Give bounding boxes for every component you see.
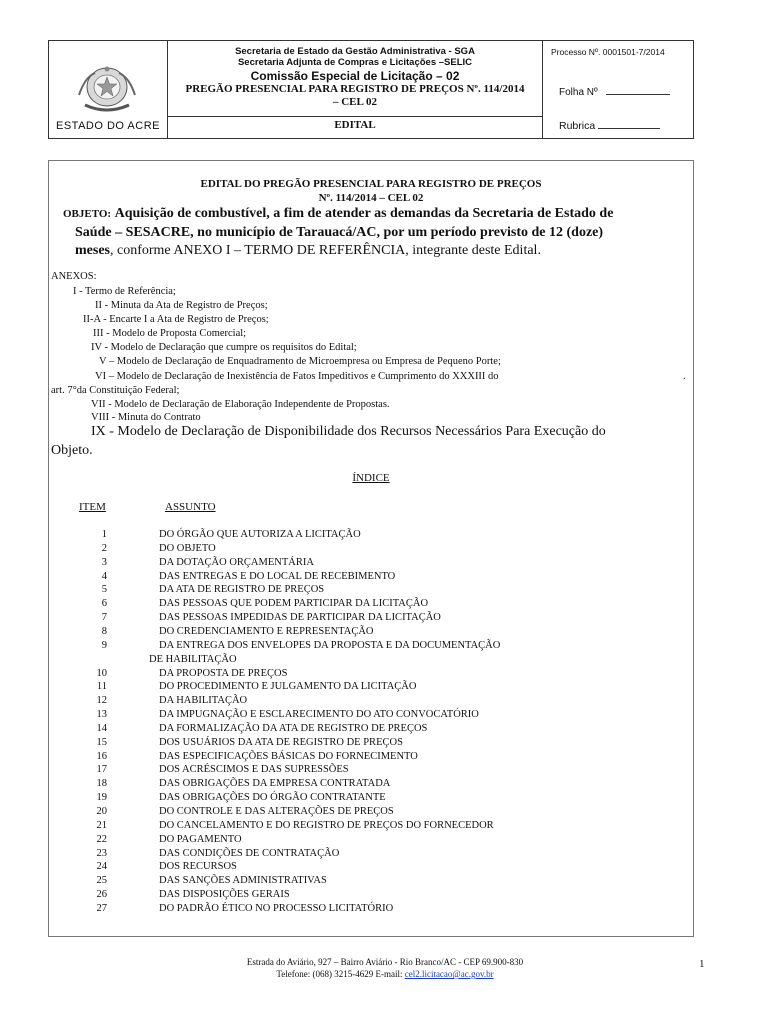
annex-item: VI – Modelo de Declaração de Inexistência de Fatos Impeditivos e Cumprimento do XXXIII do [95, 371, 499, 382]
index-row-number: 7 [101, 612, 107, 624]
index-row-number: 5 [101, 584, 107, 596]
index-row-number: 26 [96, 889, 107, 901]
org-line-2: Secretaria Adjunta de Compras e Licitações –SELIC [237, 57, 473, 68]
org-line-1: Secretaria de Estado da Gestão Administrativa - SGA [235, 46, 475, 57]
index-row-number: 25 [96, 875, 107, 887]
objeto-text-2: Saúde – SESACRE, no município de Tarauacá/AC, por um período previsto de 12 (doze) [75, 225, 604, 240]
index-row-subject: DO CANCELAMENTO E DO REGISTRO DE PREÇOS DO FORNECEDOR [159, 819, 494, 831]
index-row-subject: DAS ESPECIFICAÇÕES BÁSICAS DO FORNECIMENTO [159, 750, 418, 762]
index-row-number: 19 [96, 792, 107, 804]
document-header [48, 40, 694, 139]
pregao-title-line-1: PREGÃO PRESENCIAL PARA REGISTRO DE PREÇOS Nº. 114/2014 [185, 83, 525, 95]
index-row-subject: DAS ENTREGAS E DO LOCAL DE RECEBIMENTO [159, 570, 396, 582]
annex-item: art. 7°da Constituição Federal; [51, 385, 180, 396]
index-row-number: 22 [96, 833, 107, 845]
index-row-subject: DO OBJETO [159, 542, 216, 554]
index-row-subject: DAS SANÇÕES ADMINISTRATIVAS [159, 875, 327, 887]
edital-title: EDITAL DO PREGÃO PRESENCIAL PARA REGISTRO DE PREÇOS [200, 178, 542, 190]
index-row-number: 23 [96, 847, 107, 859]
folha-field [559, 85, 670, 98]
index-row-number: 16 [96, 750, 107, 762]
index-row-subject: DA HABILITAÇÃO [159, 695, 248, 707]
index-row-subject: DA FORMALIZAÇÃO DA ATA DE REGISTRO DE PREÇOS [159, 722, 428, 734]
index-row-number: 10 [96, 667, 107, 679]
index-col-subject: ASSUNTO [165, 501, 216, 513]
folha-label: Folha Nº [559, 87, 598, 98]
index-row-number: 3 [101, 556, 107, 568]
header-logo-cell [49, 41, 168, 138]
annex-ix-line-1: IX - Modelo de Declaração de Disponibilidade dos Recursos Necessários Para Execução do [91, 424, 606, 439]
index-row-subject: DOS RECURSOS [159, 861, 237, 873]
index-row-subject: DA DOTAÇÃO ORÇAMENTÁRIA [159, 556, 314, 568]
objeto-line-1 [63, 206, 613, 222]
index-row-subject: DO PADRÃO ÉTICO NO PROCESSO LICITATÓRIO [159, 902, 394, 914]
edital-number: Nº. 114/2014 – CEL 02 [318, 192, 424, 204]
index-row-subject: DAS OBRIGAÇÕES DA EMPRESA CONTRATADA [159, 778, 391, 790]
objeto-text-1: Aquisição de combustível, a fim de atender as demandas da Secretaria de Estado de [114, 206, 614, 221]
annex-item: II - Minuta da Ata de Registro de Preços; [95, 300, 268, 311]
footer-contact [0, 969, 770, 979]
objeto-label: OBJETO: [63, 208, 112, 220]
index-row-number: 15 [96, 736, 107, 748]
rubrica-blank [598, 119, 660, 129]
state-name: ESTADO DO ACRE [56, 120, 160, 132]
index-row-subject: DA ATA DE REGISTRO DE PREÇOS [159, 584, 325, 596]
annex-item: I - Termo de Referência; [73, 286, 176, 297]
folha-blank [606, 85, 670, 95]
index-row-subject: DO PAGAMENTO [159, 833, 242, 845]
index-row-number: 24 [96, 861, 107, 873]
index-row-subject: DAS OBRIGAÇÕES DO ÓRGÃO CONTRATANTE [159, 792, 386, 804]
index-col-item: ITEM [79, 501, 106, 513]
index-row-subject: DO PROCEDIMENTO E JULGAMENTO DA LICITAÇÃO [159, 681, 417, 693]
pregao-title-line-2: – CEL 02 [332, 96, 377, 108]
index-row-number: 17 [96, 764, 107, 776]
annex-item: II-A - Encarte I a Ata de Registro de Preços; [83, 314, 269, 325]
index-row-number: 6 [101, 598, 107, 610]
annex-ix-line-2: Objeto. [51, 443, 93, 458]
index-row-number: 8 [101, 625, 107, 637]
index-row-subject: DO ÓRGÃO QUE AUTORIZA A LICITAÇÃO [159, 529, 361, 540]
doc-type: EDITAL [334, 119, 376, 131]
index-row-subject: DE HABILITAÇÃO [149, 653, 237, 665]
index-row-subject: DAS CONDIÇÕES DE CONTRATAÇÃO [159, 847, 340, 859]
index-row-number: 1 [101, 529, 107, 540]
state-seal-icon [71, 65, 143, 113]
index-row-subject: DA ENTREGA DOS ENVELOPES DA PROPOSTA E DA DOCUMENTAÇÃO [159, 639, 501, 651]
footer-email-link[interactable]: cel2.licitacao@ac.gov.br [404, 969, 494, 979]
annex-item: VII - Modelo de Declaração de Elaboração Independente de Propostas. [91, 399, 390, 410]
page-number: 1 [699, 958, 705, 970]
index-row-subject: DO CREDENCIAMENTO E REPRESENTAÇÃO [159, 625, 374, 637]
annex-item: IV - Modelo de Declaração que cumpre os requisitos do Edital; [91, 342, 357, 353]
rubrica-field [559, 119, 660, 132]
index-row-number: 11 [96, 681, 107, 693]
annex-heading: ANEXOS: [51, 271, 97, 282]
index-row-number: 2 [101, 542, 107, 554]
index-row-number: 14 [96, 722, 107, 734]
process-number: Processo Nº. 0001501-7/2014 [551, 47, 665, 57]
annex-item: VIII - Minuta do Contrato [91, 412, 201, 423]
index-row-number: 9 [101, 639, 107, 651]
index-row-subject: DOS ACRÉSCIMOS E DAS SUPRESSÕES [159, 764, 349, 776]
annex-item: III - Modelo de Proposta Comercial; [93, 328, 247, 339]
index-row-subject: DA IMPUGNAÇÃO E ESCLARECIMENTO DO ATO CONVOCATÓRIO [159, 709, 479, 721]
objeto-text-3b: , conforme ANEXO I – TERMO DE REFERÊNCIA, integrante deste Edital. [110, 243, 541, 258]
index-row-subject: DAS DISPOSIÇÕES GERAIS [159, 889, 290, 901]
header-process-cell [543, 41, 693, 138]
index-row-number: 13 [96, 709, 107, 721]
index-row-subject: DO CONTROLE E DAS ALTERAÇÕES DE PREÇOS [159, 806, 394, 817]
index-row-subject: DAS PESSOAS IMPEDIDAS DE PARTICIPAR DA LICITAÇÃO [159, 612, 441, 624]
footer-address: Estrada do Aviário, 927 – Bairro Aviário - Rio Branco/AC - CEP 69.900-830 [246, 957, 524, 967]
header-divider [168, 116, 542, 117]
index-row-subject: DA PROPOSTA DE PREÇOS [159, 667, 288, 679]
objeto-text-3a: meses [75, 243, 110, 258]
rubrica-label: Rubrica [559, 120, 596, 132]
index-row-number: 18 [96, 778, 107, 790]
objeto-line-2 [75, 225, 603, 241]
index-row-number: 20 [96, 806, 107, 817]
index-row-number: 12 [96, 695, 107, 707]
index-row-number: 21 [96, 819, 107, 831]
annex-item: V – Modelo de Declaração de Enquadramento de Microempresa ou Empresa de Pequeno Porte; [99, 356, 501, 367]
commission-name: Comissão Especial de Licitação – 02 [250, 69, 460, 83]
header-center-cell [168, 41, 543, 138]
index-title: ÍNDICE [352, 472, 390, 484]
index-row-number: 27 [96, 902, 107, 914]
annex-trailing-dot: . [683, 371, 686, 382]
objeto-line-3 [75, 243, 541, 259]
edital-content-box [48, 160, 694, 937]
index-row-number: 4 [101, 570, 107, 582]
index-row-subject: DOS USUÁRIOS DA ATA DE REGISTRO DE PREÇOS [159, 736, 403, 748]
index-row-subject: DAS PESSOAS QUE PODEM PARTICIPAR DA LICITAÇÃO [159, 598, 429, 610]
footer-phone: Telefone: (068) 3215-4629 E-mail: [276, 969, 405, 979]
